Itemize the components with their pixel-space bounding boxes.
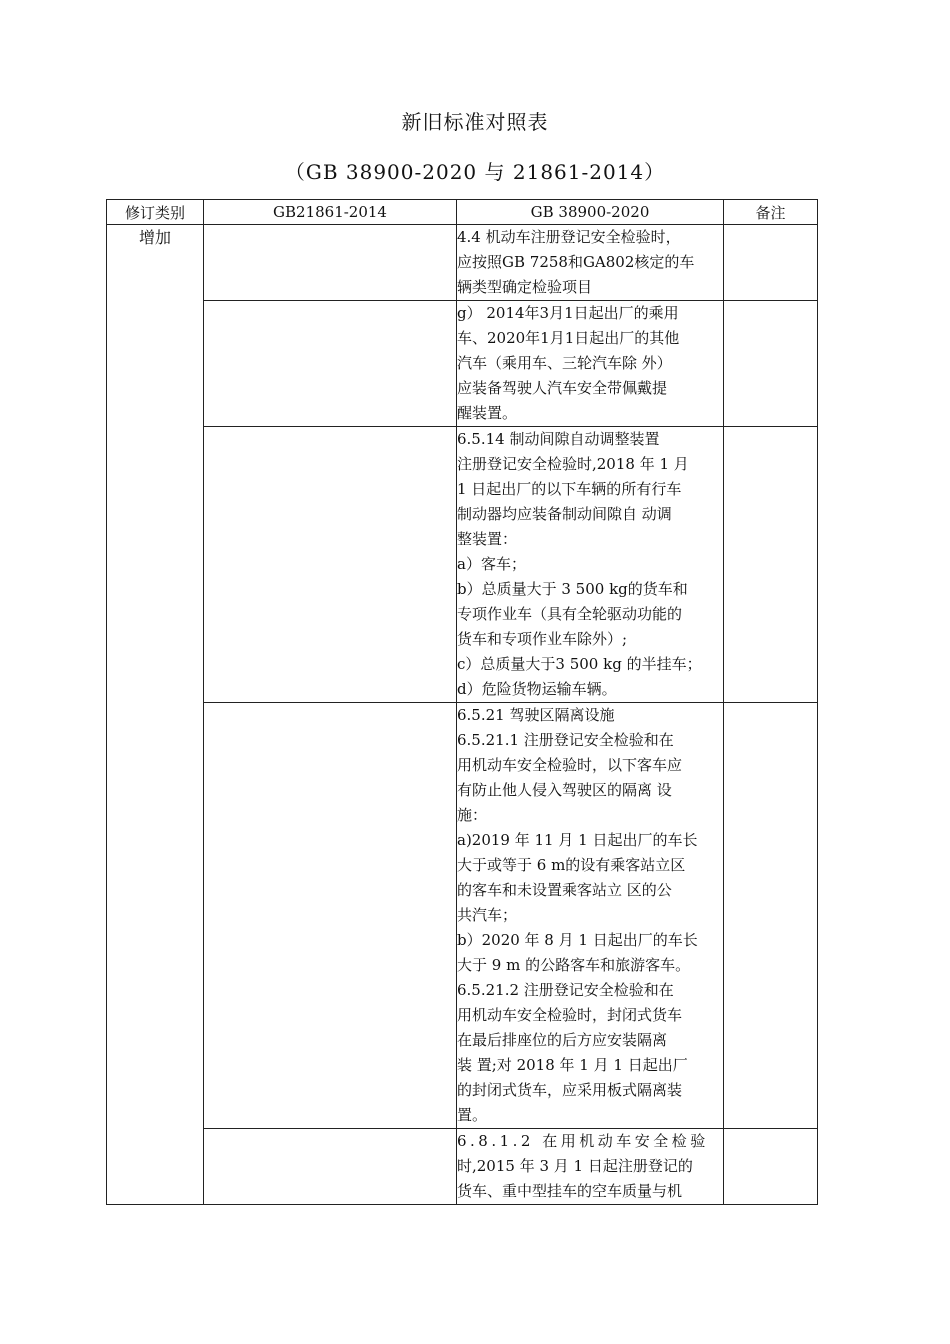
old-standard-cell <box>204 225 457 301</box>
clause-line: 醒装置。 <box>457 404 518 422</box>
clause-line: 车、2020年1月1日起出厂的其他 <box>457 329 680 347</box>
old-standard-cell <box>204 1129 457 1205</box>
clause-line: 施： <box>457 806 488 824</box>
clause-line: 货车、重中型挂车的空车质量与机 <box>457 1182 683 1200</box>
clause-line: 整装置： <box>457 530 518 548</box>
clause-line: a）客车； <box>457 555 526 573</box>
clause-line: 置。 <box>457 1106 488 1124</box>
table-header-row <box>107 200 818 225</box>
clause-line: 在最后排座位的后方应安装隔离 <box>457 1031 668 1049</box>
clause-line: b）总质量大于 3 500 kg的货车和 <box>457 580 688 598</box>
clause-line: 6.5.21.2 注册登记安全检验和在 <box>457 981 674 999</box>
new-standard-cell <box>457 225 724 301</box>
clause-line: 制动器均应装备制动间隙自 动调 <box>457 505 672 523</box>
header-category: 修订类别 <box>107 200 204 225</box>
header-old-standard: GB21861-2014 <box>204 200 457 225</box>
new-standard-cell <box>457 1129 724 1205</box>
comparison-table <box>106 199 818 1205</box>
clause-line: 的封闭式货车，应采用板式隔离装 <box>457 1081 683 1099</box>
old-standard-cell <box>204 301 457 427</box>
clause-line: 大于 9 m 的公路客车和旅游客车。 <box>457 956 691 974</box>
clause-line: 辆类型确定检验项目 <box>457 278 593 296</box>
clause-line: 4.4 机动车注册登记安全检验时， <box>457 228 681 246</box>
clause-line: 专项作业车（具有全轮驱动功能的 <box>457 605 683 623</box>
table-row <box>107 427 818 703</box>
note-cell <box>724 703 818 1129</box>
clause-line: 共汽车； <box>457 906 518 924</box>
new-standard-cell <box>457 301 724 427</box>
clause-line: d）危险货物运输车辆。 <box>457 680 617 698</box>
note-cell <box>724 1129 818 1205</box>
clause-line: 6.5.21.1 注册登记安全检验和在 <box>457 731 674 749</box>
clause-line: 应装备驾驶人汽车安全带佩戴提 <box>457 379 668 397</box>
clause-line: 汽车（乘用车、三轮汽车除 外） <box>457 354 672 372</box>
clause-line: 注册登记安全检验时,2018 年 1 月 <box>457 455 689 473</box>
note-cell <box>724 301 818 427</box>
page-subtitle: （GB 38900-2020 与 21861-2014） <box>284 160 666 184</box>
clause-line: 6.5.14 制动间隙自动调整装置 <box>457 430 660 448</box>
table-row <box>107 1129 818 1205</box>
clause-line: 6.5.21 驾驶区隔离设施 <box>457 706 615 724</box>
clause-line: 用机动车安全检验时，以下客车应 <box>457 756 683 774</box>
new-standard-cell <box>457 703 724 1129</box>
header-note: 备注 <box>724 200 818 225</box>
clause-line: 用机动车安全检验时，封闭式货车 <box>457 1006 683 1024</box>
page-title: 新旧标准对照表 <box>401 110 549 134</box>
table-row <box>107 301 818 427</box>
note-cell <box>724 427 818 703</box>
note-cell <box>724 225 818 301</box>
clause-line: 时,2015 年 3 月 1 日起注册登记的 <box>457 1157 693 1175</box>
clause-line: 货车和专项作业车除外）; <box>457 630 628 648</box>
category-cell: 增加 <box>107 225 204 1205</box>
new-standard-cell <box>457 427 724 703</box>
clause-line: g） 2014年3月1日起出厂的乘用 <box>457 304 679 322</box>
clause-line: c）总质量大于3 500 kg 的半挂车； <box>457 655 702 673</box>
clause-line: 应按照GB 7258和GA802核定的车 <box>457 253 695 271</box>
clause-line: 大于或等于 6 m的设有乘客站立区 <box>457 856 686 874</box>
clause-line: 有防止他人侵入驾驶区的隔离 设 <box>457 781 672 799</box>
old-standard-cell <box>204 427 457 703</box>
clause-line: 6.8.1.2 在用机动车安全检验 <box>457 1132 709 1150</box>
header-new-standard: GB 38900-2020 <box>457 200 724 225</box>
table-row <box>107 703 818 1129</box>
clause-line: 的客车和未设置乘客站立 区的公 <box>457 881 672 899</box>
clause-line: 1 日起出厂的以下车辆的所有行车 <box>457 480 682 498</box>
clause-line: 装 置;对 2018 年 1 月 1 日起出厂 <box>457 1056 688 1074</box>
clause-line: b）2020 年 8 月 1 日起出厂的车长 <box>457 931 698 949</box>
old-standard-cell <box>204 703 457 1129</box>
clause-line: a)2019 年 11 月 1 日起出厂的车长 <box>457 831 698 849</box>
table-row <box>107 225 818 301</box>
